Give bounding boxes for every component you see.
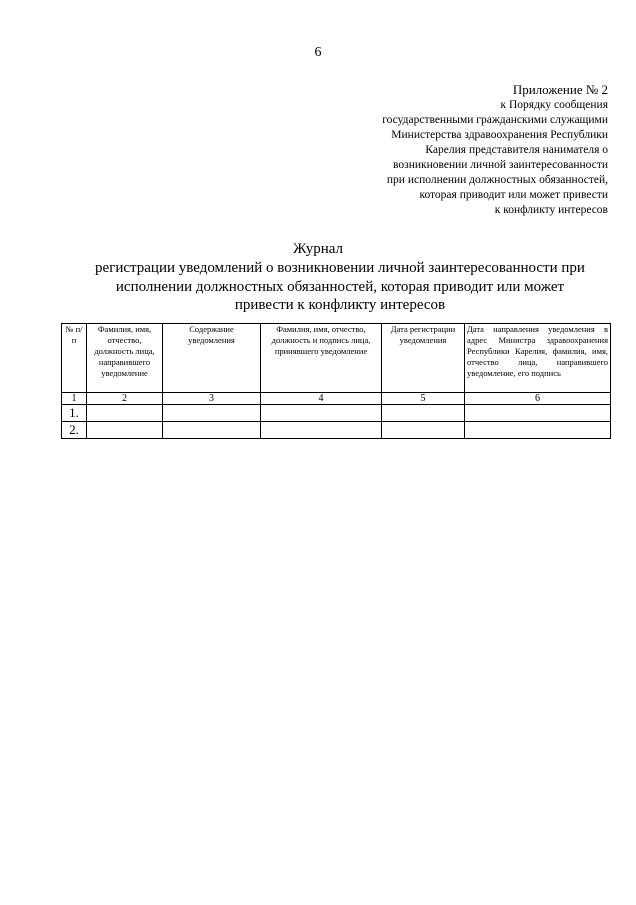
table-row [62,422,611,439]
appendix-line: Карелия представителя нанимателя о [425,144,608,156]
column-number: 2 [87,393,163,405]
page-number: 6 [314,45,322,60]
appendix-line: к конфликту интересов [494,204,608,216]
table-cell [87,405,163,422]
column-number: 1 [62,393,87,405]
appendix-line: Министерства здравоохранения Республики [391,129,608,141]
table-cell [163,405,261,422]
table-cell [465,405,611,422]
table-cell [87,422,163,439]
column-header-sending-date: Дата направления уведомления в адрес Министра здравоохранения Республики Карелия, фамилия, имя, отчество лица, направившего уведомление, его подпись [465,324,611,393]
table-cell [382,405,465,422]
table-header-row [62,324,611,393]
appendix-line: к Порядку сообщения [500,99,608,111]
appendix-block [318,81,608,218]
appendix-line: которая приводит или может привести [419,189,608,201]
table-cell: 2. [62,422,87,439]
column-header-receiver: Фамилия, имя, отчество, должность и подпись лица, принявшего уведомление [261,324,382,393]
table-cell [163,422,261,439]
appendix-line: государственными гражданскими служащими [382,114,608,126]
table-cell [465,422,611,439]
column-number: 4 [261,393,382,405]
column-number: 5 [382,393,465,405]
journal-title: Журнал [292,241,343,257]
column-number: 6 [465,393,611,405]
appendix-line: возникновении личной заинтересованности [393,159,608,171]
column-header-sender: Фамилия, имя, отчество, должность лица, направившего уведомление [87,324,163,393]
appendix-line: при исполнении должностных обязанностей, [386,174,608,186]
column-number: 3 [163,393,261,405]
table-cell [382,422,465,439]
table-cell [261,405,382,422]
journal-subtitle: регистрации уведомлений о возникновении личной заинтересованности при исполнении должностных обязанностей, которая приводит или может привести к конфликту интересов [95,260,585,313]
table-cell [261,422,382,439]
column-numbers-row [62,393,611,405]
journal-table [61,323,611,439]
column-header-registration-date: Дата регистрации уведомления [382,324,465,393]
table-row [62,405,611,422]
column-header-number: № п/п [62,324,87,393]
table-cell: 1. [62,405,87,422]
appendix-line: Приложение № 2 [512,82,608,97]
column-header-content: Содержание уведомления [163,324,261,393]
